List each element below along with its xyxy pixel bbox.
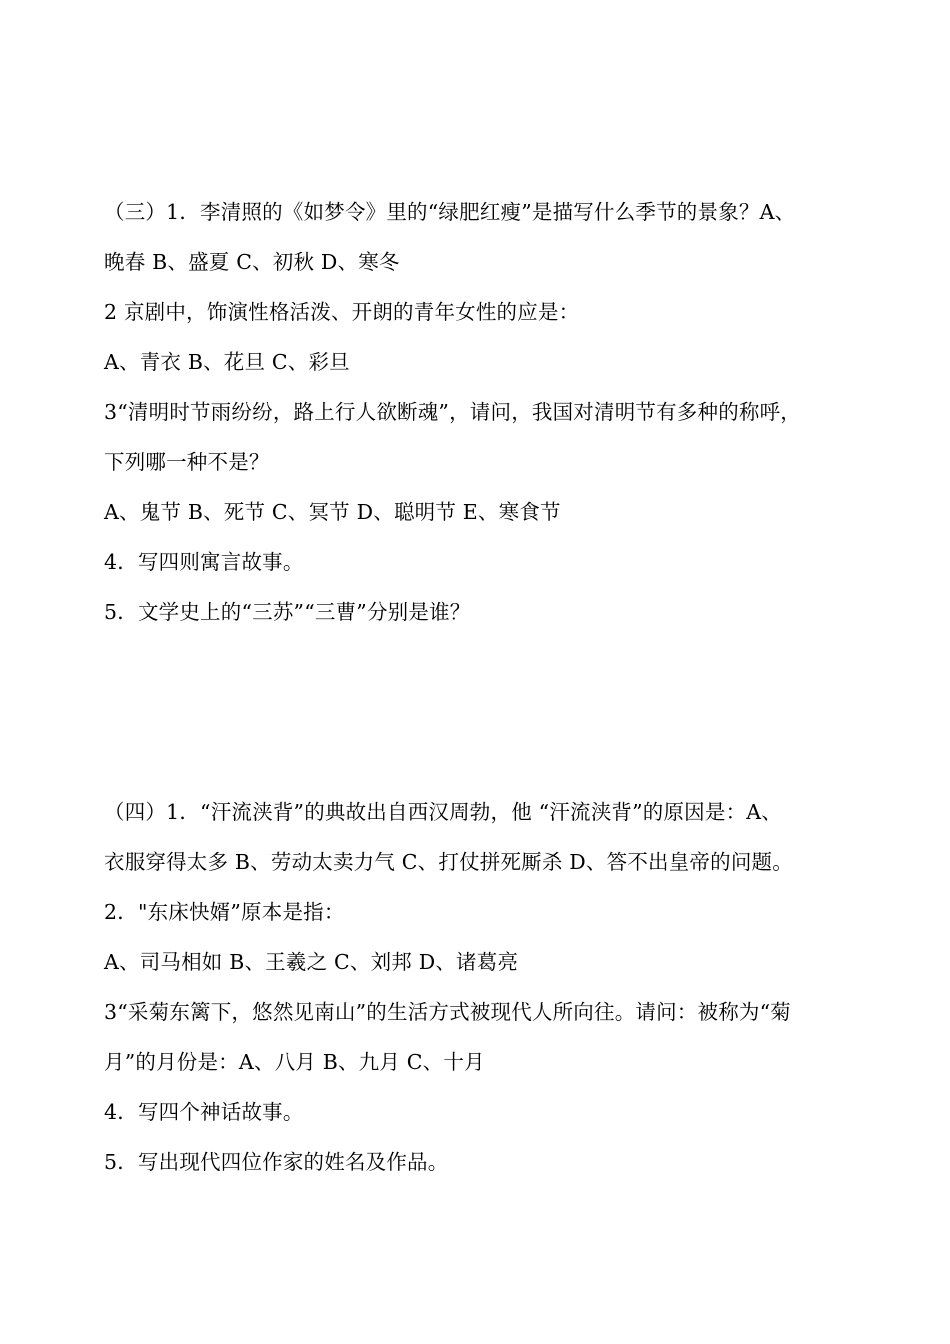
question-3-1-line-1: （三）1．李清照的《如梦令》里的“绿肥红瘦”是描写什么季节的景象？A、	[104, 200, 796, 224]
question-section-3	[104, 194, 864, 644]
question-section-4	[104, 794, 864, 1194]
question-3-2-options: A、青衣 B、花旦 C、彩旦	[104, 350, 350, 374]
question-4-1-line-1: （四）1．“汗流浃背”的典故出自西汉周勃，他 “汗流浃背”的原因是：A、	[104, 800, 782, 824]
question-3-3-line-1: 3“清明时节雨纷纷，路上行人欲断魂”，请问，我国对清明节有多种的称呼，	[104, 400, 802, 424]
question-4-5: 5．写出现代四位作家的姓名及作品。	[104, 1150, 449, 1174]
question-3-3-options: A、鬼节 B、死节 C、冥节 D、聪明节 E、寒食节	[104, 500, 561, 524]
question-4-1-options: 衣服穿得太多 B、劳动太卖力气 C、打仗拼死厮杀 D、答不出皇帝的问题。	[104, 850, 793, 874]
question-3-3-line-2: 下列哪一种不是？	[104, 450, 270, 474]
question-4-2-options: A、司马相如 B、王羲之 C、刘邦 D、诸葛亮	[104, 950, 519, 974]
question-4-4: 4．写四个神话故事。	[104, 1100, 304, 1124]
question-3-4: 4．写四则寓言故事。	[104, 550, 304, 574]
question-4-2: 2．"东床快婿”原本是指：	[104, 900, 345, 924]
question-3-1-options: 晚春 B、盛夏 C、初秋 D、寒冬	[104, 250, 400, 274]
question-3-5: 5．文学史上的“三苏”“三曹”分别是谁？	[104, 600, 471, 624]
question-3-2: 2 京剧中，饰演性格活泼、开朗的青年女性的应是：	[104, 300, 580, 324]
question-4-3-line-2: 月”的月份是：A、八月 B、九月 C、十月	[104, 1050, 485, 1074]
question-4-3-line-1: 3“采菊东篱下，悠然见南山”的生活方式被现代人所向往。请问：被称为“菊	[104, 1000, 791, 1024]
